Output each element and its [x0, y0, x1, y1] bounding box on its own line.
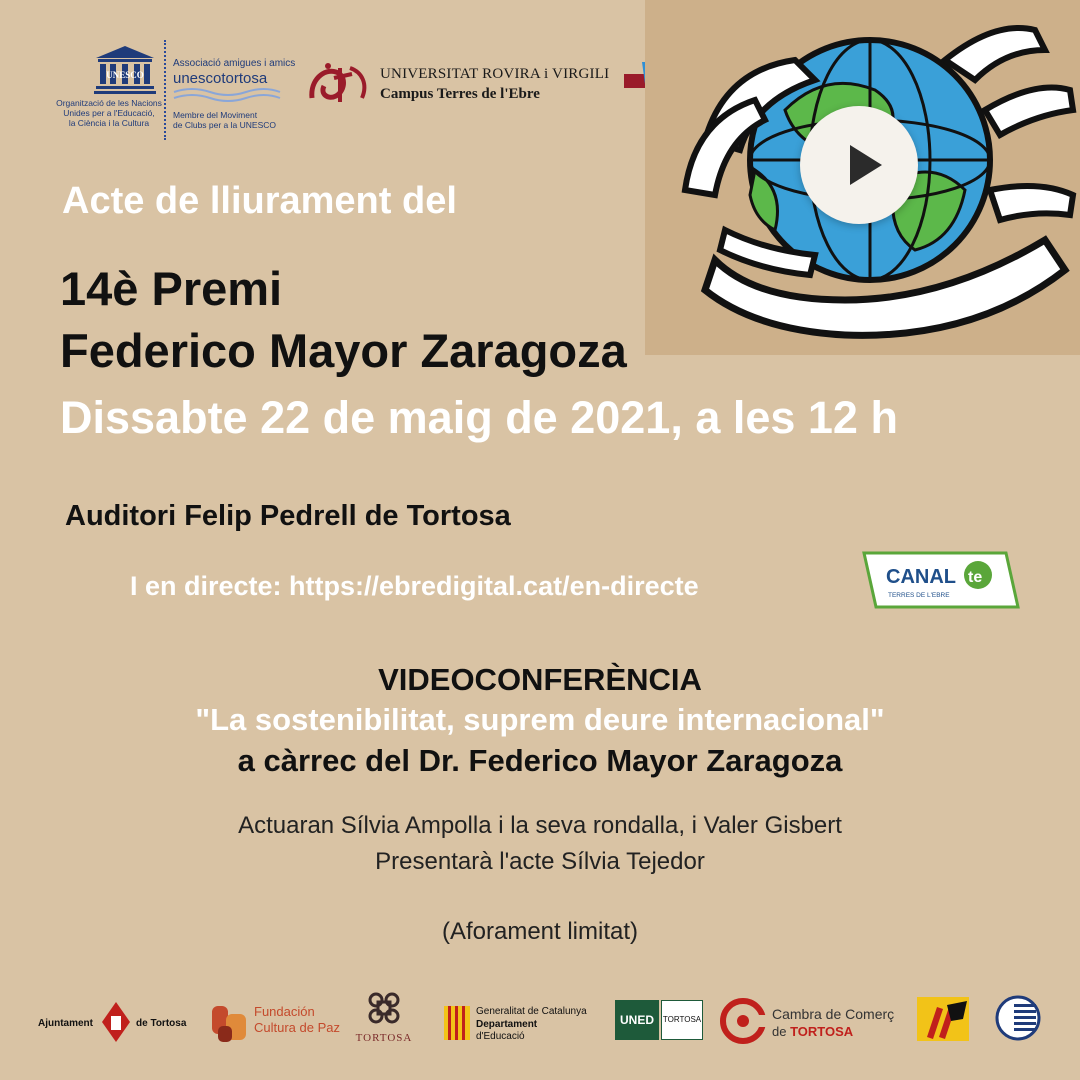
live-stream-link[interactable]: I en directe: https://ebredigital.cat/en-directe: [130, 571, 699, 601]
prize-title-line2: Federico Mayor Zaragoza: [60, 324, 627, 377]
ajuntament-label: Ajuntament: [38, 1018, 93, 1029]
generalitat-line1: Generalitat de Catalunya: [476, 1006, 587, 1017]
uned-tortosa-logo: [615, 1000, 703, 1042]
canal-label: CANAL: [886, 566, 956, 588]
tortosa-emblem-logo: [352, 990, 416, 1056]
conference-title: "La sostenibilitat, suprem deure internacional": [195, 702, 885, 737]
unesco-temple-logo: [92, 44, 158, 96]
presenter-text: Presentarà l'acte Sílvia Tejedor: [375, 848, 705, 875]
association-label: Associació amigues i amics: [173, 58, 296, 69]
generalitat-line3: d'Educació: [476, 1031, 525, 1042]
tortosa-label: TORTOSA: [355, 1032, 413, 1044]
association-member-text: Membre del Moviment de Clubs per a la UNESCO: [173, 110, 276, 130]
unesco-temple-text: UNESCO: [106, 70, 144, 80]
conference-heading: VIDEOCONFERÈNCIA: [378, 662, 702, 697]
generalitat-educacio-logo: [444, 1004, 594, 1044]
fundacion-line2: Cultura de Paz: [254, 1020, 340, 1035]
tortosa-knot-icon: [366, 990, 402, 1026]
fundacion-line1: Fundación: [254, 1004, 315, 1019]
ajuntament-city: de Tortosa: [136, 1018, 187, 1029]
cambra-c-icon: [720, 998, 766, 1044]
play-button[interactable]: [800, 106, 918, 224]
uned-sub: TORTOSA: [661, 1000, 703, 1040]
tortosa-shield-icon: [100, 1000, 132, 1044]
urv-campus: Campus Terres de l'Ebre: [380, 86, 540, 102]
circle-emblem-icon: [994, 994, 1042, 1042]
unesco-org-name: Organització de les Nacions Unides per a l'Educació, la Ciència i la Cultura: [56, 98, 162, 128]
play-icon: [850, 145, 882, 185]
ajuntament-tortosa-logo: [38, 1000, 198, 1048]
wave-decoration: [172, 86, 282, 104]
unesco-divider: [164, 40, 166, 140]
cambra-line2: de TORTOSA: [772, 1024, 854, 1039]
event-intro: Acte de lliurament del: [62, 180, 457, 222]
capacity-note: (Aforament limitat): [441, 918, 639, 945]
association-name: unescotortosa: [173, 70, 268, 87]
cambra-line1: Cambra de Comerç: [772, 1006, 895, 1022]
event-date: Dissabte 22 de maig de 2021, a les 12 h: [60, 392, 898, 443]
canal-sub: TERRES DE L'EBRE: [888, 592, 950, 599]
performers-text: Actuaran Sílvia Ampolla i la seva rondalla, i Valer Gisbert: [238, 812, 842, 839]
event-venue: Auditori Felip Pedrell de Tortosa: [65, 500, 511, 532]
uned-label: UNED: [615, 1000, 659, 1040]
urv-name: UNIVERSITAT ROVIRA i VIRGILI: [380, 66, 610, 82]
senyera-icon: [444, 1006, 470, 1040]
cambra-comerc-logo: [720, 996, 900, 1048]
generalitat-line2: Departament: [476, 1019, 538, 1030]
conference-speaker: a càrrec del Dr. Federico Mayor Zaragoza: [237, 743, 843, 778]
catalan-flag-icon: [917, 997, 969, 1041]
hands-peace-icon: [208, 1000, 250, 1046]
prize-title-line1: 14è Premi: [60, 262, 283, 315]
canal-tv-logo[interactable]: [862, 551, 1020, 609]
svg-text:te: te: [968, 569, 983, 586]
fundacion-cultura-paz-logo: [208, 998, 348, 1050]
urv-logo: [306, 58, 374, 108]
